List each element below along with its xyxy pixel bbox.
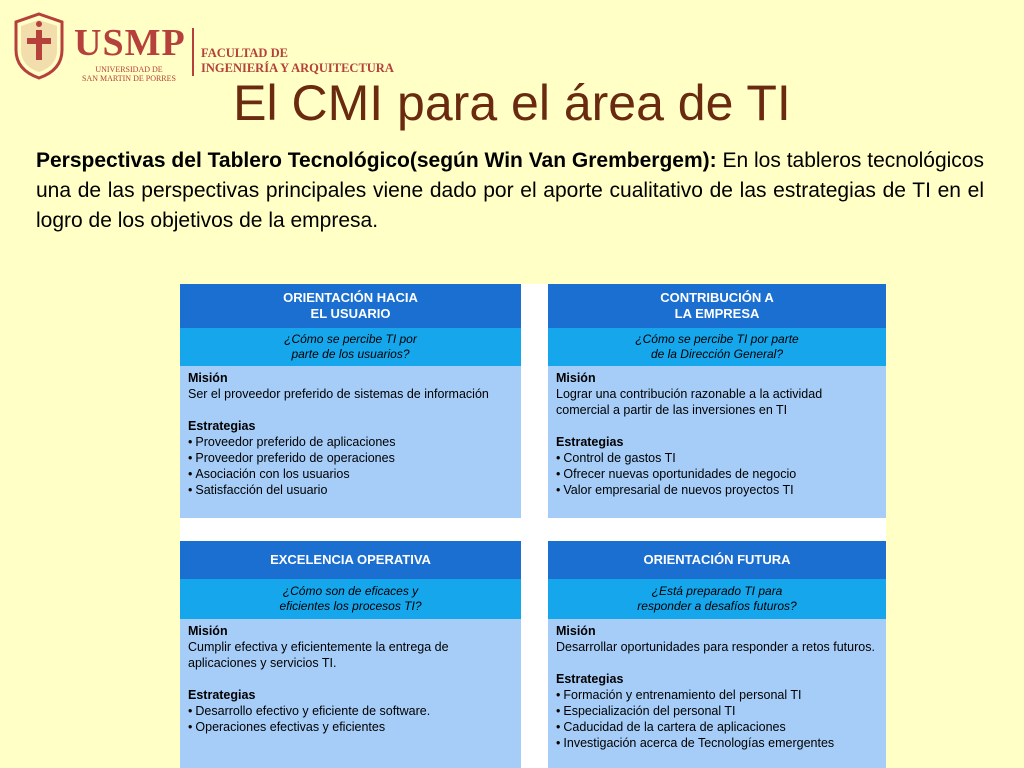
strategies-label: Estrategias xyxy=(556,435,624,449)
quadrant-business-contribution xyxy=(548,284,886,518)
strategy-item: • Caducidad de la cartera de aplicaciones xyxy=(556,719,878,735)
strategies-label: Estrategias xyxy=(188,688,256,702)
usmp-logo xyxy=(8,10,408,83)
strategy-item: • Especialización del personal TI xyxy=(556,703,878,719)
strategy-item: • Operaciones efectivas y eficientes xyxy=(188,719,513,735)
mission-text: Cumplir efectiva y eficientemente la entrega de aplicaciones y servicios TI. xyxy=(188,640,449,670)
strategies-label: Estrategias xyxy=(188,419,256,433)
logo-faculty-name: FACULTAD DE INGENIERÍA Y ARQUITECTURA xyxy=(201,46,394,75)
strategies-label: Estrategias xyxy=(556,672,624,686)
logo-divider xyxy=(192,28,194,76)
quadrant-question: ¿Cómo se percibe TI por parte de los usuarios? xyxy=(180,328,521,366)
strategy-item: • Control de gastos TI xyxy=(556,450,878,466)
strategy-item: • Investigación acerca de Tecnologías emergentes xyxy=(556,735,878,751)
strategy-item: • Valor empresarial de nuevos proyectos TI xyxy=(556,482,878,498)
strategy-item: • Proveedor preferido de operaciones xyxy=(188,450,513,466)
mission-text: Ser el proveedor preferido de sistemas de información xyxy=(188,387,489,401)
quadrant-title: ORIENTACIÓN FUTURA xyxy=(548,541,886,579)
strategy-item: • Proveedor preferido de aplicaciones xyxy=(188,434,513,450)
mission-text: Desarrollar oportunidades para responder a retos futuros. xyxy=(556,640,875,654)
strategies-list xyxy=(188,434,513,498)
strategies-list xyxy=(556,450,878,498)
quadrant-title: ORIENTACIÓN HACIA EL USUARIO xyxy=(180,284,521,328)
perspectives-panel xyxy=(180,284,886,768)
mission-label: Misión xyxy=(556,624,596,638)
logo-wordmark: USMP xyxy=(74,22,186,64)
mission-label: Misión xyxy=(556,371,596,385)
strategies-list xyxy=(556,687,878,751)
slide-title: El CMI para el área de TI xyxy=(233,75,791,131)
quadrant-operational-excellence xyxy=(180,541,521,768)
quadrant-future-orientation xyxy=(548,541,886,768)
quadrant-question: ¿Cómo son de eficaces y eficientes los procesos TI? xyxy=(180,579,521,619)
quadrant-title: EXCELENCIA OPERATIVA xyxy=(180,541,521,579)
quadrant-user-orientation xyxy=(180,284,521,518)
intro-heading: Perspectivas del Tablero Tecnológico(según Win Van Grembergem): xyxy=(36,149,717,172)
quadrant-title: CONTRIBUCIÓN A LA EMPRESA xyxy=(548,284,886,328)
mission-label: Misión xyxy=(188,371,228,385)
strategies-list xyxy=(188,703,513,735)
university-seal-icon xyxy=(12,12,66,80)
quadrant-question: ¿Cómo se percibe TI por parte de la Dirección General? xyxy=(548,328,886,366)
logo-university-name: UNIVERSIDAD DE SAN MARTIN DE PORRES xyxy=(82,65,176,83)
strategy-item: • Asociación con los usuarios xyxy=(188,466,513,482)
strategy-item: • Formación y entrenamiento del personal TI xyxy=(556,687,878,703)
quadrant-question: ¿Está preparado TI para responder a desafíos futuros? xyxy=(548,579,886,619)
intro-text: En los tableros tecnológicos una de las perspectivas principales viene dado por el aporte cualitativo de las estrategias de TI en el logro de los objetivos de la empresa. xyxy=(36,149,984,232)
mission-label: Misión xyxy=(188,624,228,638)
intro-paragraph xyxy=(36,146,984,236)
strategy-item: • Satisfacción del usuario xyxy=(188,482,513,498)
strategy-item: • Ofrecer nuevas oportunidades de negocio xyxy=(556,466,878,482)
strategy-item: • Desarrollo efectivo y eficiente de software. xyxy=(188,703,513,719)
mission-text: Lograr una contribución razonable a la actividad comercial a partir de las inversiones en TI xyxy=(556,387,823,417)
